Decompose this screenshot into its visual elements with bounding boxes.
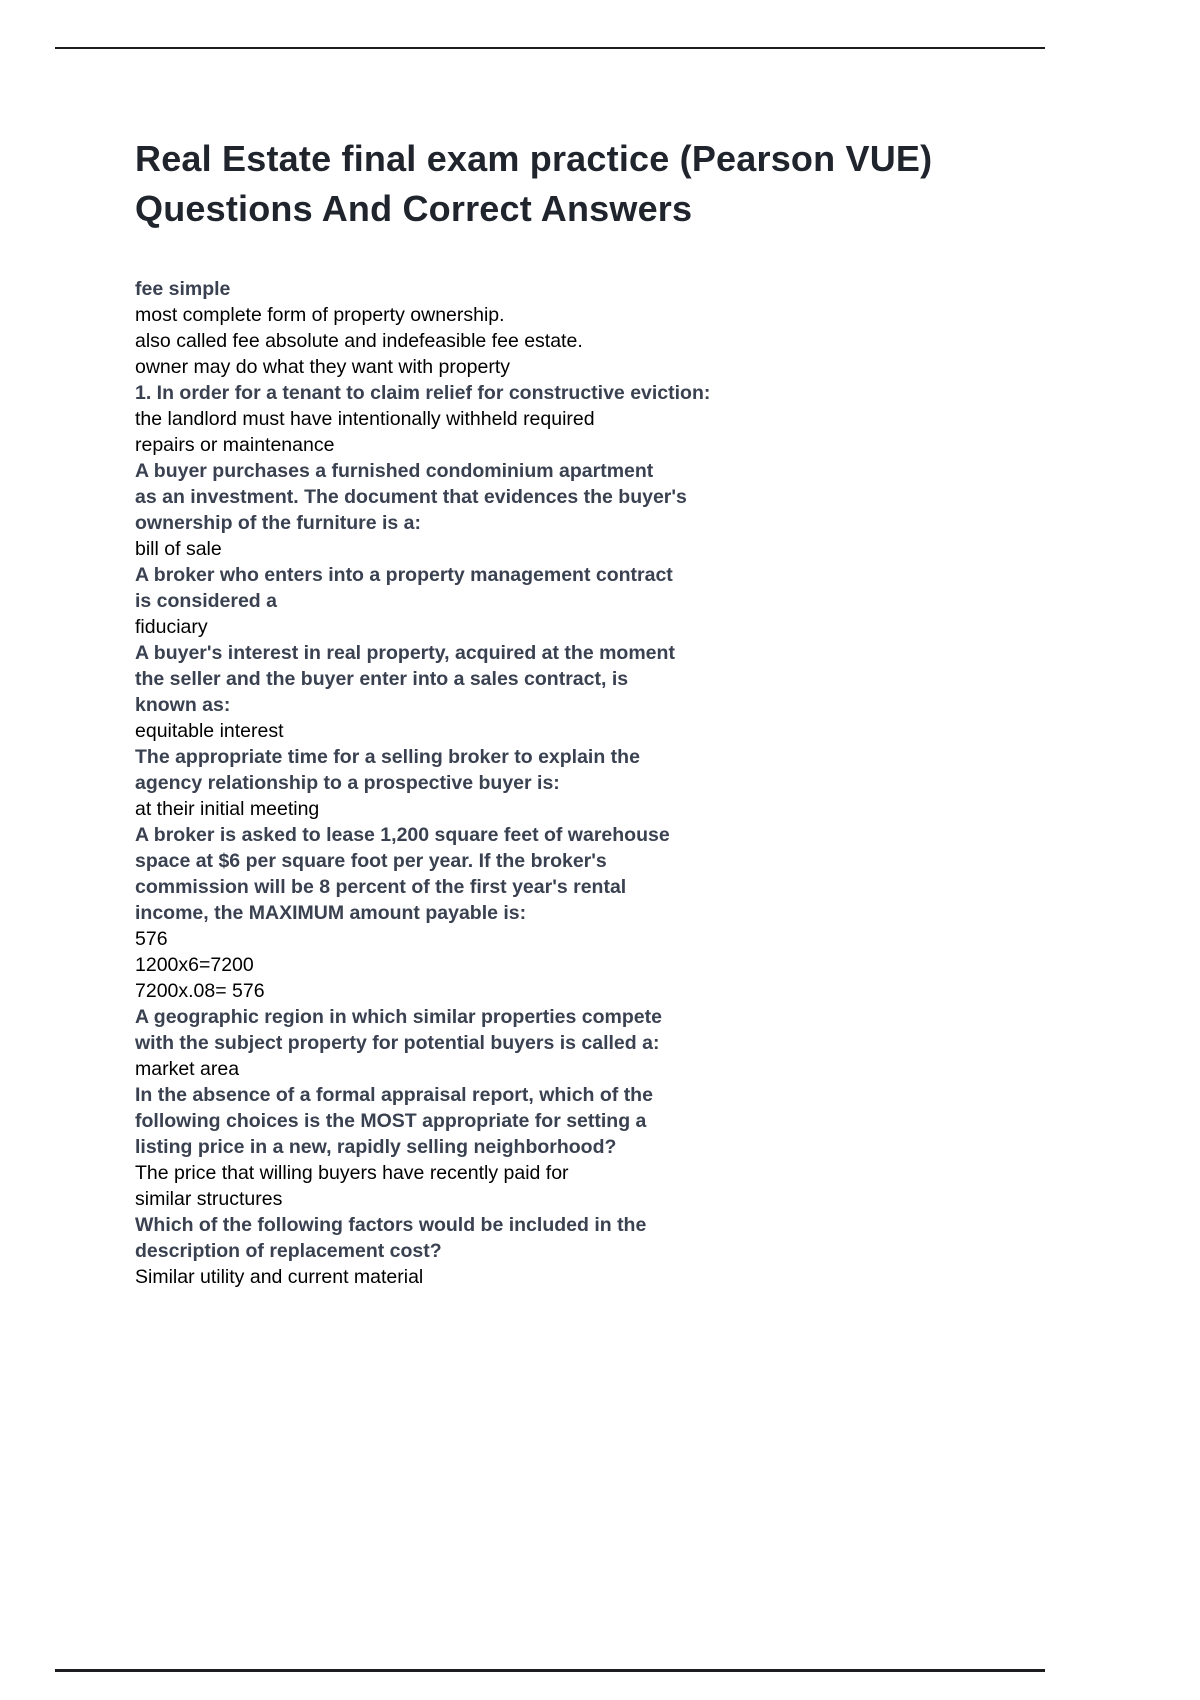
question-line: following choices is the MOST appropriate for setting a [135,1110,647,1132]
answer-line: Similar utility and current material [135,1266,424,1288]
answer-line: at their initial meeting [135,798,320,820]
answer-line: 1200x6=7200 [135,954,254,976]
question-line: is considered a [135,590,277,612]
answer-line: 7200x.08= 576 [135,980,265,1002]
question-line: with the subject property for potential buyers is called a: [135,1032,660,1054]
question-line: The appropriate time for a selling broker to explain the [135,746,640,768]
answer-line: 576 [135,928,168,950]
question-line: known as: [135,694,231,716]
question-line: description of replacement cost? [135,1240,442,1262]
answer-line: similar structures [135,1188,283,1210]
question-line: commission will be 8 percent of the first year's rental [135,876,627,898]
top-rule [55,47,1045,49]
question-line: In the absence of a formal appraisal report, which of the [135,1084,653,1106]
question-line: A buyer's interest in real property, acquired at the moment [135,642,675,664]
answer-line: most complete form of property ownership. [135,304,505,326]
question-line: the seller and the buyer enter into a sales contract, is [135,668,629,690]
question-line: fee simple [135,278,231,300]
answer-line: The price that willing buyers have recently paid for [135,1162,569,1184]
question-line: listing price in a new, rapidly selling neighborhood? [135,1136,617,1158]
answer-line: equitable interest [135,720,284,742]
question-line: income, the MAXIMUM amount payable is: [135,902,527,924]
answer-line: the landlord must have intentionally withheld required [135,408,595,430]
question-line: A buyer purchases a furnished condominium apartment [135,460,654,482]
question-line: A geographic region in which similar properties compete [135,1006,662,1028]
answer-line: repairs or maintenance [135,434,335,456]
answer-line: owner may do what they want with property [135,356,511,378]
qa-content [135,276,975,1290]
question-line: 1. In order for a tenant to claim relief for constructive eviction: [135,382,711,404]
page-title [135,134,985,235]
question-line: A broker is asked to lease 1,200 square feet of warehouse [135,824,670,846]
answer-line: market area [135,1058,240,1080]
answer-line: also called fee absolute and indefeasible fee estate. [135,330,583,352]
answer-line: bill of sale [135,538,222,560]
question-line: as an investment. The document that evidences the buyer's [135,486,687,508]
answer-line: fiduciary [135,616,208,638]
question-line: space at $6 per square foot per year. If the broker's [135,850,607,872]
question-line: A broker who enters into a property management contract [135,564,673,586]
bottom-rule [55,1669,1045,1672]
question-line: Which of the following factors would be included in the [135,1214,647,1236]
question-line: agency relationship to a prospective buyer is: [135,772,560,794]
question-line: ownership of the furniture is a: [135,512,422,534]
page-title-part2: Questions And Correct Answers [135,188,693,230]
page-title-part1: Real Estate final exam practice (Pearson VUE) [135,138,933,179]
